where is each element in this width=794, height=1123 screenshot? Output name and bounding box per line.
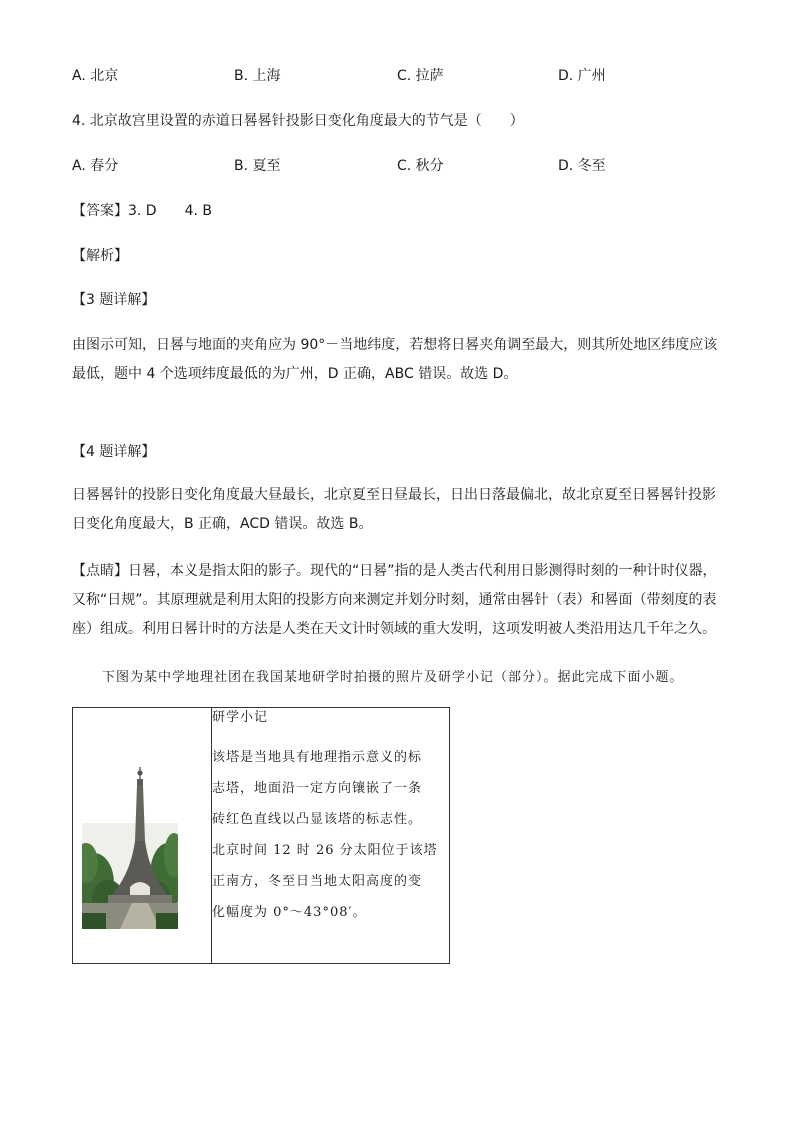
note-line-4: 北京时间 12 时 26 分太阳位于该塔	[212, 843, 438, 858]
note-line-3: 砖红色直线以凸显该塔的标志性。	[212, 812, 423, 827]
note-text-cell	[212, 708, 450, 964]
analysis-tag: 【解析】	[72, 248, 128, 264]
q4-option-b: B. 夏至	[234, 158, 281, 174]
dianjing-body	[72, 557, 732, 644]
d4-line-2: 日变化角度最大，B 正确，ACD 错误。故选 B。	[72, 516, 373, 532]
q3-option-c: C. 拉萨	[397, 68, 444, 84]
d4-body	[72, 481, 732, 539]
dianjing-line-1: 【点睛】日晷，本义是指太阳的影子。现代的“日晷”指的是人类古代利用日影测得时刻的一种计时仪器，	[72, 563, 717, 579]
note-line-1: 该塔是当地具有地理指示意义的标	[212, 750, 423, 765]
d3-line-2: 最低，题中 4 个选项纬度最低的为广州，D 正确，ABC 错误。故选 D。	[72, 366, 518, 382]
q4-option-d: D. 冬至	[558, 158, 606, 174]
note-line-6: 化幅度为 0°～43°08′。	[212, 905, 367, 920]
q4-option-a: A. 春分	[72, 158, 119, 174]
d4-line-1: 日晷晷针的投影日变化角度最大昼最长，北京夏至日昼最长，日出日落最偏北，故北京夏至日晷晷针投影	[72, 487, 716, 503]
note-title: 研学小记	[212, 710, 269, 725]
tower-photo	[82, 763, 178, 929]
note-line-5: 正南方，冬至日当地太阳高度的变	[212, 874, 423, 889]
d3-title: 【3 题详解】	[72, 292, 156, 308]
answer-tag: 【答案】	[72, 203, 128, 219]
note-body	[212, 742, 449, 928]
intro-text: 下图为某中学地理社团在我国某地研学时拍摄的照片及研学小记（部分）。据此完成下面小题。	[102, 670, 684, 685]
d3-line-1: 由图示可知，日晷与地面的夹角应为 90°－当地纬度，若想将日晷夹角调至最大，则其所处地区纬度应该	[72, 337, 718, 353]
dianjing-tag: 【点睛】	[72, 563, 128, 579]
dianjing-line-3: 座）组成。利用日晷计时的方法是人类在天文计时领域的重大发明，这项发明被人类沿用达几千年之久。	[72, 621, 716, 637]
q3-option-b: B. 上海	[234, 68, 281, 84]
answer-line	[72, 200, 732, 222]
d3-body	[72, 331, 732, 389]
d4-title: 【4 题详解】	[72, 444, 156, 460]
photo-cell	[73, 708, 212, 964]
answer-text: 3. D 4. B	[128, 203, 212, 219]
q4-option-c: C. 秋分	[397, 158, 444, 174]
note-line-2: 志塔，地面沿一定方向镶嵌了一条	[212, 781, 423, 796]
q3-option-a: A. 北京	[72, 68, 119, 84]
q4-stem: 4. 北京故宫里设置的赤道日晷晷针投影日变化角度最大的节气是（ ）	[72, 113, 524, 129]
q3-option-d: D. 广州	[558, 68, 606, 84]
dianjing-line-2: 又称“日规”。其原理就是利用太阳的投影方向来测定并划分时刻，通常由晷针（表）和晷面（带刻度的表	[72, 592, 717, 608]
study-note-table	[72, 707, 450, 964]
